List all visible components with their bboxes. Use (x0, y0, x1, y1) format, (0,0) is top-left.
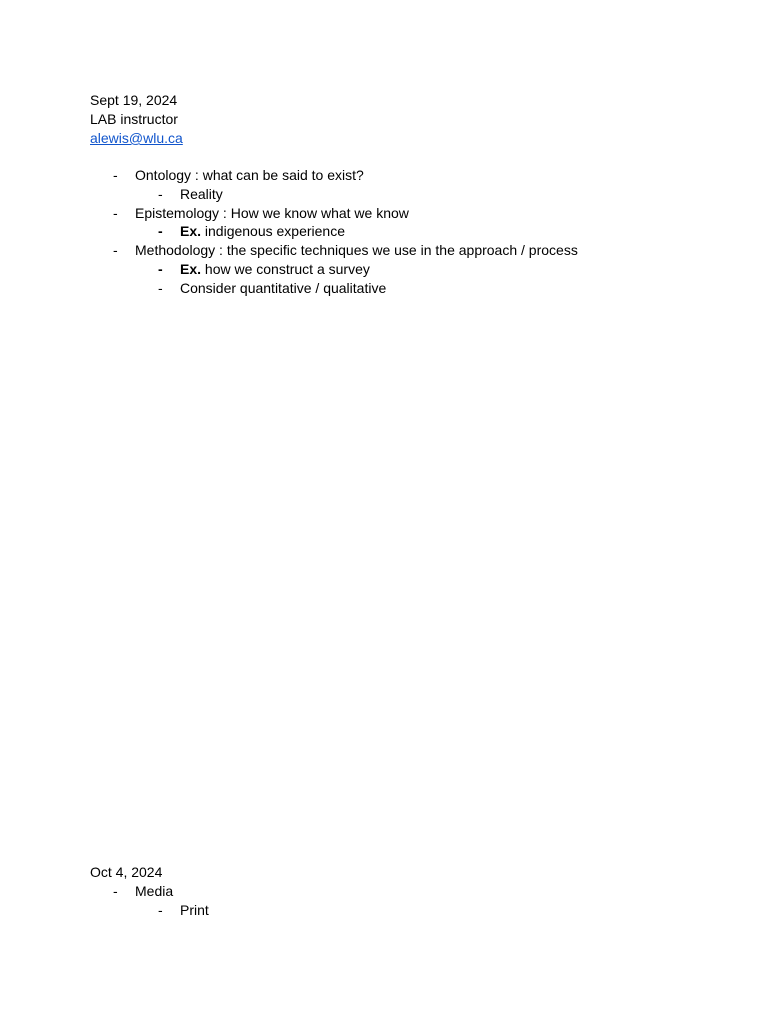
dash-bullet: - (113, 204, 118, 221)
date-heading: Sept 19, 2024 (90, 92, 178, 108)
spacer (90, 148, 183, 166)
dash-bullet: - (158, 901, 163, 918)
list-item (90, 882, 174, 901)
notes-section-oct (90, 863, 209, 920)
dash-bullet: - (113, 883, 118, 899)
list-item (90, 222, 346, 241)
example-text: how we construct a survey (201, 260, 370, 277)
list-item-text (180, 222, 345, 241)
list-item-text: Print (180, 901, 209, 918)
date-heading: Oct 4, 2024 (90, 864, 163, 880)
list-item (90, 260, 370, 279)
list-item-text: Ontology : what can be said to exist? (135, 167, 364, 183)
dash-bullet: - (158, 223, 163, 240)
list-item (90, 279, 387, 298)
example-text: indigenous experience (201, 223, 346, 240)
list-item-text: Media (135, 883, 174, 899)
list-item (90, 901, 209, 920)
list-item-text: Methodology : the specific techniques we use in the approach / process (135, 242, 578, 259)
example-prefix: Ex. (180, 260, 202, 277)
list-item-text (180, 260, 370, 279)
list-item (90, 166, 364, 185)
list-item-text: Consider quantitative / qualitative (180, 279, 387, 296)
dash-bullet: - (113, 167, 118, 183)
list-item (90, 241, 578, 260)
notes-section-sept (90, 91, 578, 298)
dash-bullet: - (158, 185, 163, 202)
instructor-role: LAB instructor (90, 111, 178, 127)
list-item-text: Reality (180, 185, 223, 202)
email-link[interactable]: alewis@wlu.ca (90, 130, 183, 146)
list-item (90, 185, 223, 204)
dash-bullet: - (158, 260, 163, 277)
dash-bullet: - (158, 279, 163, 296)
list-item (90, 204, 409, 223)
list-item-text: Epistemology : How we know what we know (135, 204, 409, 221)
example-prefix: Ex. (180, 223, 202, 240)
dash-bullet: - (113, 242, 118, 259)
